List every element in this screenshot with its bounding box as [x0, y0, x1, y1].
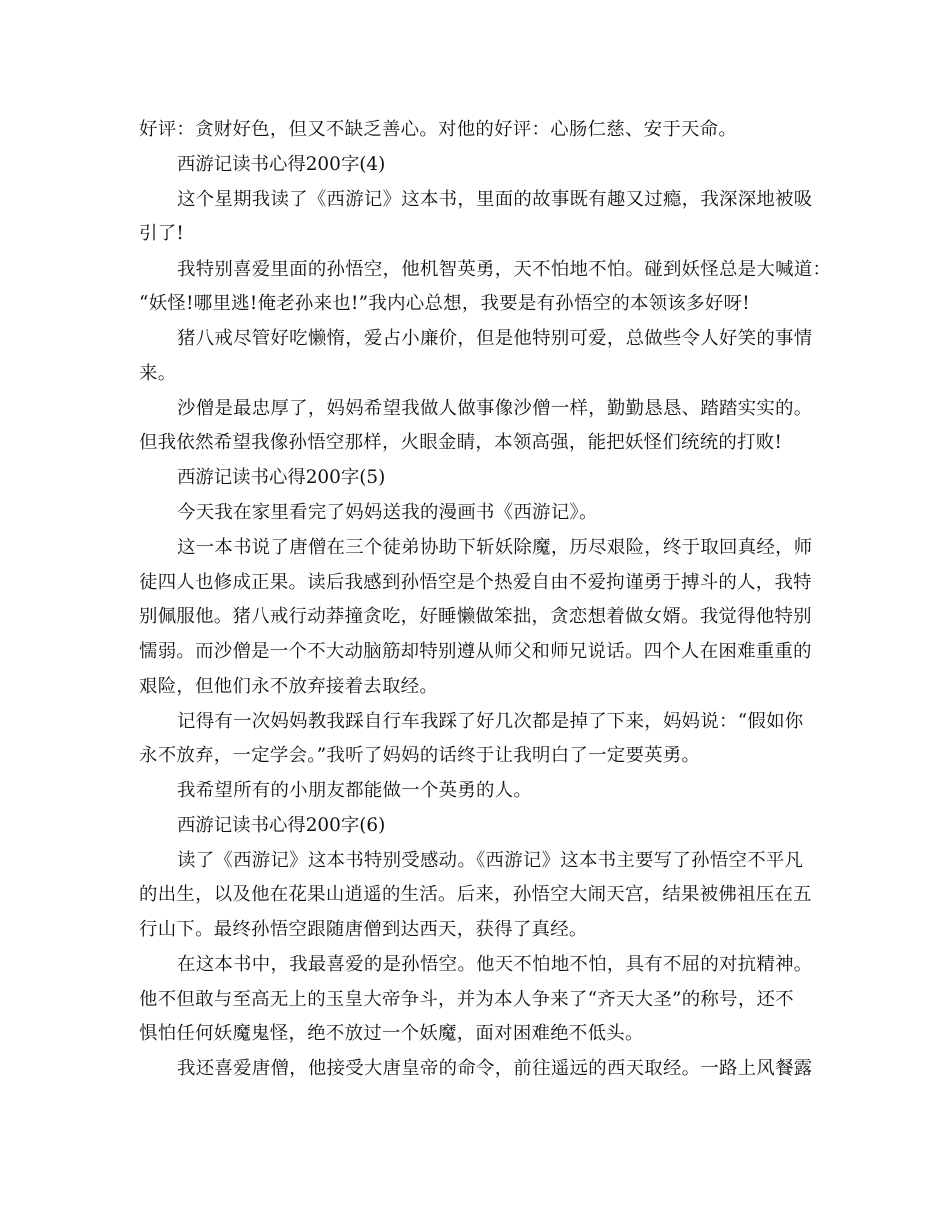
text-line: 引了! [139, 223, 185, 244]
text-line: 的出生，以及他在花果山逍遥的生活。后来，孙悟空大闹天宫，结果被佛祖压在五 [139, 884, 812, 905]
text-line: 我还喜爱唐僧，他接受大唐皇帝的命令，前往遥远的西天取经。一路上风餐露 [177, 1058, 813, 1079]
text-line: 我希望所有的小朋友都能做一个英勇的人。 [177, 780, 533, 801]
text-line: 猪八戒尽管好吃懒惰，爱占小廉价，但是他特别可爱，总做些令人好笑的事情 [177, 328, 813, 349]
text-line: 懦弱。而沙僧是一个不大动脑筋却特别遵从师父和师兄说话。四个人在困难重重的 [139, 641, 812, 662]
text-line: 我特别喜爱里面的孙悟空，他机智英勇，天不怕地不怕。碰到妖怪总是大喊道： [177, 259, 832, 280]
text-line: 记得有一次妈妈教我踩自行车我踩了好几次都是掉了下来，妈妈说：“假如你 [177, 711, 804, 732]
text-line: 行山下。最终孙悟空跟随唐僧到达西天，获得了真经。 [139, 919, 588, 940]
text-line: 读了《西游记》这本书特别受感动。《西游记》这本书主要写了孙悟空不平凡 [177, 850, 804, 871]
text-line: 惧怕任何妖魔鬼怪，绝不放过一个妖魔，面对困难绝不低头。 [139, 1023, 644, 1044]
text-line: 今天我在家里看完了妈妈送我的漫画书《西游记》。 [177, 502, 598, 523]
text-line: 这个星期我读了《西游记》这本书，里面的故事既有趣又过瘾，我深深地被吸 [177, 189, 813, 210]
section-heading: 西游记读书心得200字(5) [177, 467, 386, 488]
text-line: 但我依然希望我像孙悟空那样，火眼金睛，本领高强，能把妖怪们统统的打败! [139, 432, 783, 453]
section-heading: 西游记读书心得200字(4) [177, 154, 386, 175]
text-line: 在这本书中，我最喜爱的是孙悟空。他天不怕地不怕，具有不屈的对抗精神。 [177, 954, 813, 975]
text-line: 这一本书说了唐僧在三个徒弟协助下斩妖除魔，历尽艰险，终于取回真经，师 [177, 537, 813, 558]
section-heading: 西游记读书心得200字(6) [177, 815, 386, 836]
text-line: 永不放弃，一定学会。”我听了妈妈的话终于让我明白了一定要英勇。 [139, 745, 701, 766]
text-line: 艰险，但他们永不放弃接着去取经。 [139, 676, 439, 697]
text-line: 来。 [139, 363, 177, 384]
text-line: 徒四人也修成正果。读后我感到孙悟空是个热爱自由不爱拘谨勇于搏斗的人，我特 [139, 572, 812, 593]
text-line: “妖怪!哪里逃!俺老孙来也!”我内心总想，我要是有孙悟空的本领该多好呀! [139, 293, 750, 314]
text-line: 别佩服他。猪八戒行动莽撞贪吃，好睡懒做笨拙，贪恋想着做女婿。我觉得他特别 [139, 606, 812, 627]
text-line: 好评：贪财好色，但又不缺乏善心。对他的好评：心肠仁慈、安于天命。 [139, 119, 738, 140]
text-line: 沙僧是最忠厚了，妈妈希望我做人做事像沙僧一样，勤勤恳恳、踏踏实实的。 [177, 398, 813, 419]
text-line: 他不但敢与至高无上的玉皇大帝争斗，并为本人争来了“齐天大圣”的称号，还不 [139, 989, 794, 1010]
